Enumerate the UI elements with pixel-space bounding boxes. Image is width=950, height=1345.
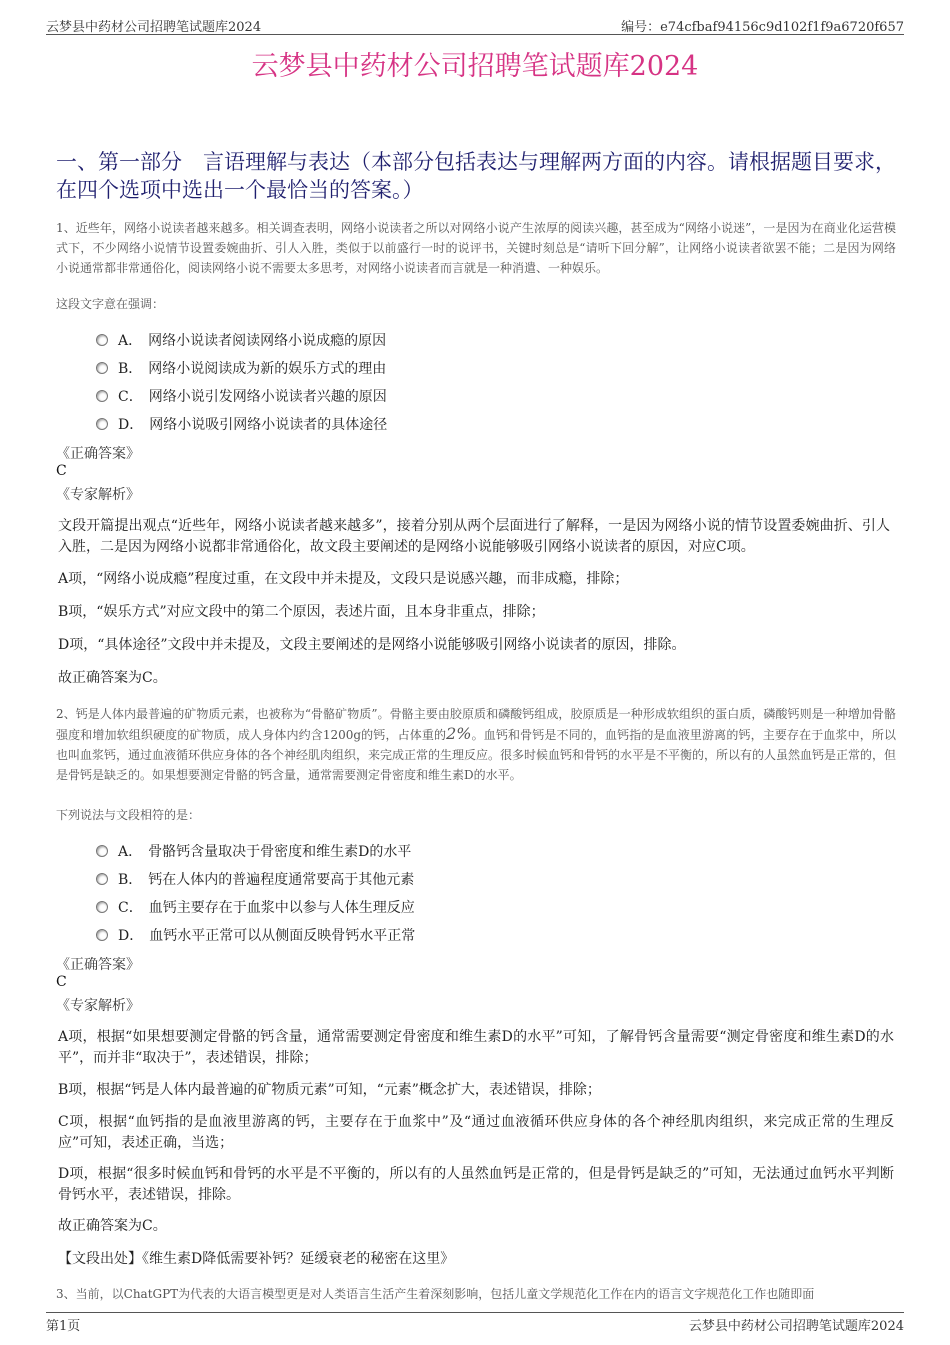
- radio-icon[interactable]: [96, 845, 108, 857]
- q2-analysis-tag: 《专家解析》: [56, 998, 140, 1014]
- q1-analysis-1: 文段开篇提出观点“近些年，网络小说读者越来越多”，接着分别从两个层面进行了解释，一是因为网络小说的情节设置委婉曲折、引人入胜，二是因为网络小说都非常通俗化，故文段主要阐述的是网络小说能够吸引网络小说读者的原因，对应C项。: [58, 518, 890, 555]
- option-text: 钙在人体内的普遍程度通常要高于其他元素: [148, 872, 415, 888]
- q1-option-a[interactable]: A． 网络小说读者阅读网络小说成瘾的原因: [96, 330, 386, 350]
- q1-analysis-2: A项，“网络小说成瘾”程度过重，在文段中并未提及，文段只是说感兴趣，而非成瘾，排除；: [58, 571, 629, 587]
- header-doc-id: 编号：e74cfbaf94156c9d102f1f9a6720f657: [621, 20, 904, 35]
- radio-icon[interactable]: [96, 873, 108, 885]
- option-text: 网络小说阅读成为新的娱乐方式的理由: [148, 361, 387, 377]
- option-text: 网络小说引发网络小说读者兴趣的原因: [148, 389, 387, 405]
- q2-option-a[interactable]: A． 骨骼钙含量取决于骨密度和维生素D的水平: [96, 841, 411, 861]
- q2-option-d[interactable]: D． 血钙水平正常可以从侧面反映骨钙水平正常: [96, 925, 415, 945]
- radio-icon[interactable]: [96, 334, 108, 346]
- option-text: 网络小说读者阅读网络小说成瘾的原因: [148, 333, 387, 349]
- page-number: 第1页: [46, 1319, 81, 1334]
- q1-analysis-5: 故正确答案为C。: [58, 670, 167, 686]
- question-2-text: 2、钙是人体内最普遍的矿物质元素，也被称为“骨骼矿物质”。骨骼主要由胶原质和磷酸钙组成，胶原质是一种形成软组织的蛋白质，磷酸钙则是一种增加骨骼强度和增加软组织硬度的矿物质，成人身体内约含1200g的钙，占体重的2%。血钙和骨钙是不同的，血钙指的是血液里游离的钙，主要存在于血浆中，所以也叫血浆钙，通过血液循环供应身体的各个神经肌肉组织，来完成正常的生理反应。很多时候血钙和骨钙的水平是不平衡的，所以有的人虽然血钙是正常的，但是骨钙是缺乏的。如果想要测定骨骼的钙含量，通常需要测定骨密度和维生素D的水平。: [56, 707, 897, 782]
- q1-option-d[interactable]: D． 网络小说吸引网络小说读者的具体途径: [96, 414, 387, 434]
- radio-icon[interactable]: [96, 929, 108, 941]
- section-heading: 一、第一部分 言语理解与表达（本部分包括表达与理解两方面的内容。请根据题目要求，在四个选项中选出一个最恰当的答案。）: [56, 150, 896, 202]
- q2-option-b[interactable]: B． 钙在人体内的普遍程度通常要高于其他元素: [96, 869, 414, 889]
- page-footer: [46, 1312, 904, 1333]
- question-1-prompt: 这段文字意在强调：: [56, 297, 165, 311]
- document-title: 云梦县中药材公司招聘笔试题库2024: [251, 51, 699, 82]
- header-doc-name: 云梦县中药材公司招聘笔试题库2024: [46, 20, 262, 35]
- option-text: 血钙水平正常可以从侧面反映骨钙水平正常: [149, 928, 416, 944]
- option-text: 骨骼钙含量取决于骨密度和维生素D的水平: [148, 844, 412, 860]
- q1-option-b[interactable]: B． 网络小说阅读成为新的娱乐方式的理由: [96, 358, 386, 378]
- q1-answer: C: [56, 463, 67, 479]
- radio-icon[interactable]: [96, 390, 108, 402]
- q2-option-c[interactable]: C． 血钙主要存在于血浆中以参与人体生理反应: [96, 897, 415, 917]
- question-3-text: 3、当前，以ChatGPT为代表的大语言模型更是对人类语言生活产生着深刻影响，包括儿童文学规范化工作在内的语言文字规范化工作也随即面: [56, 1287, 815, 1301]
- q2-answer: C: [56, 974, 67, 990]
- q2-analysis-3: C项，根据“血钙指的是血液里游离的钙，主要存在于血浆中”及“通过血液循环供应身体的各个神经肌肉组织，来完成正常的生理反应”可知，表述正确，当选；: [58, 1114, 894, 1151]
- footer-doc-name: 云梦县中药材公司招聘笔试题库2024: [688, 1319, 904, 1334]
- q2-answer-tag: 《正确答案》: [56, 957, 140, 973]
- q1-analysis-4: D项，“具体途径”文段中并未提及，文段主要阐述的是网络小说能够吸引网络小说读者的原因，排除。: [58, 637, 686, 653]
- q2-analysis-5: 故正确答案为C。: [58, 1218, 167, 1234]
- page-header: [46, 14, 904, 35]
- option-text: 血钙主要存在于血浆中以参与人体生理反应: [148, 900, 415, 916]
- q2-analysis-1: A项，根据“如果想要测定骨骼的钙含量，通常需要测定骨密度和维生素D的水平”可知，了解骨钙含量需要“测定骨密度和维生素D的水平”，而并非“取决于”，表述错误，排除；: [58, 1029, 894, 1066]
- q2-analysis-2: B项，根据“钙是人体内最普遍的矿物质元素”可知，“元素”概念扩大，表述错误，排除；: [58, 1082, 601, 1098]
- radio-icon[interactable]: [96, 418, 108, 430]
- q2-source: 【文段出处】《维生素D降低需要补钙？延缓衰老的秘密在这里》: [58, 1251, 455, 1267]
- option-text: 网络小说吸引网络小说读者的具体途径: [149, 417, 388, 433]
- radio-icon[interactable]: [96, 362, 108, 374]
- q1-analysis-3: B项，“娱乐方式”对应文段中的第二个原因，表述片面，且本身非重点，排除；: [58, 604, 545, 620]
- question-2-prompt: 下列说法与文段相符的是：: [56, 808, 201, 822]
- radio-icon[interactable]: [96, 901, 108, 913]
- q2-analysis-4: D项，根据“很多时候血钙和骨钙的水平是不平衡的，所以有的人虽然血钙是正常的，但是骨钙是缺乏的”可知，无法通过血钙水平判断骨钙水平，表述错误，排除。: [58, 1166, 894, 1203]
- percent-value: 2%: [446, 724, 472, 743]
- q1-option-c[interactable]: C． 网络小说引发网络小说读者兴趣的原因: [96, 386, 387, 406]
- q1-analysis-tag: 《专家解析》: [56, 487, 140, 503]
- q1-answer-tag: 《正确答案》: [56, 446, 140, 462]
- question-1-text: 1、近些年，网络小说读者越来越多。相关调查表明，网络小说读者之所以对网络小说产生浓厚的阅读兴趣，甚至成为“网络小说迷”，一是因为在商业化运营模式下，不少网络小说情节设置委婉曲折、引人入胜，类似于以前盛行一时的说评书，关键时刻总是“请听下回分解”，让网络小说读者欲罢不能；二是因为网络小说通常都非常通俗化，阅读网络小说不需要太多思考，对网络小说读者而言就是一种消遣、一种娱乐。: [56, 221, 896, 275]
